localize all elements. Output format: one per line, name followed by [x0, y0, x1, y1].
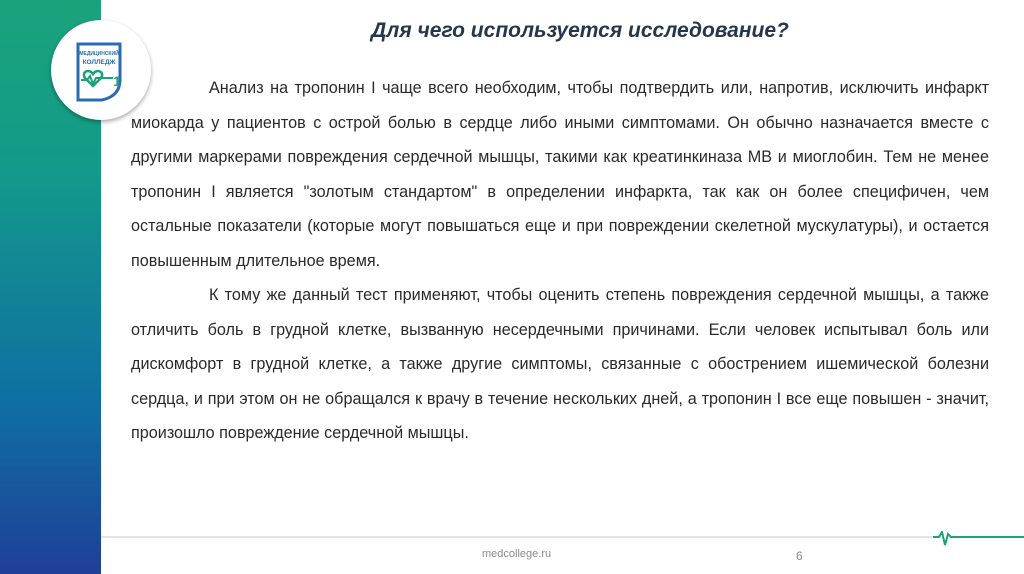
logo-number: 1 [113, 73, 121, 89]
slide-title: Для чего используется исследование? [371, 19, 789, 42]
logo-text-line1: МЕДИЦИНСКИЙ [79, 51, 119, 57]
page-number: 6 [796, 549, 803, 563]
pulse-wave-icon [101, 531, 1024, 551]
footer-url: medcollege.ru [482, 548, 552, 560]
logo-text-line2: КОЛЛЕДЖ [82, 59, 116, 66]
paragraph-1: Анализ на тропонин I чаще всего необходим, чтобы подтвердить или, напротив, исключить инфаркт миокарда у пациентов с острой болью в сердце либо иными симптомами. Он обычно назначается вместе с другими маркерами повреждения сердечной мышцы, такими как креатинкиназа MB и миоглобин. Тем не менее тропонин I является "золотым стандартом" в определении инфаркта, так как он более специфичен, чем остальные показатели (которые могут повышаться еще и при повреждении скелетной мускулатуры), и остается повышенным длительное время. [131, 79, 989, 270]
paragraph-2: К тому же данный тест применяют, чтобы оценить степень повреждения сердечной мышцы, а также отличить боль в грудной клетке, вызванную несердечными причинами. Если человек испытывал боль или дискомфорт в грудной клетке, а также другие симптомы, связанные с обострением ишемической болезни сердца, и при этом он не обращался к врачу в течение нескольких дней, а тропонин I все еще повышен - значит, произошло повреждение сердечной мышцы. [131, 286, 989, 442]
slide-body [131, 71, 989, 451]
